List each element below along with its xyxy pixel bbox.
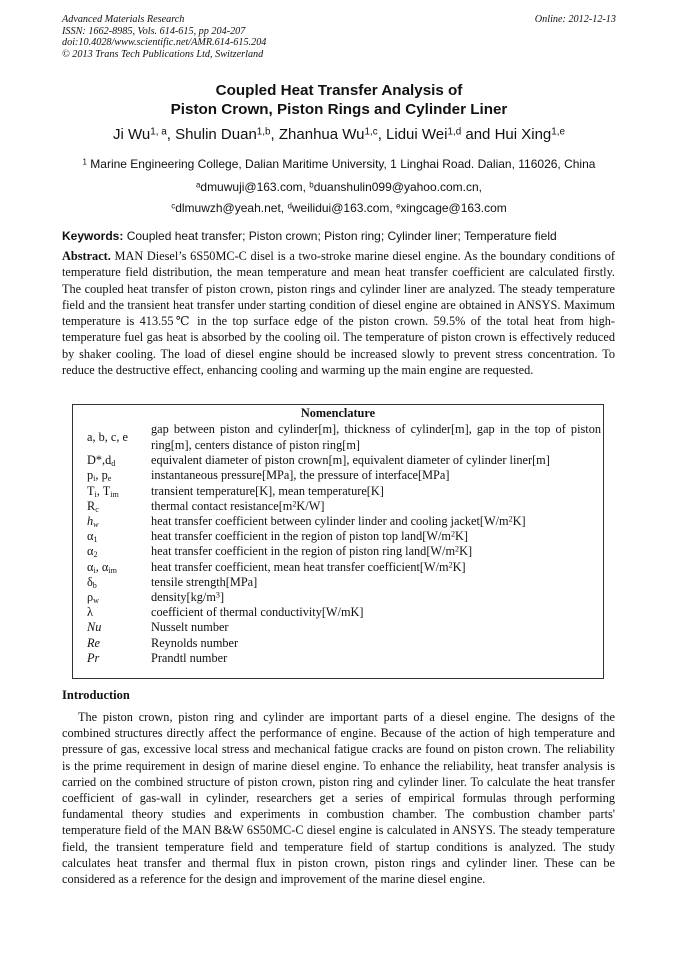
introduction-heading: Introduction: [62, 688, 130, 702]
affiliation: [0, 157, 678, 171]
nomenclature-symbol: $\alpha_1$: [87, 529, 98, 545]
email-address[interactable]: dlmuwzh@yeah.net: [175, 201, 281, 215]
copyright-line: © 2013 Trans Tech Publications Ltd, Switzerland: [62, 48, 264, 60]
nomenclature-symbol: $T_i$, $T_{im}$: [87, 483, 119, 499]
author-affiliation-mark: 1,c: [364, 126, 378, 138]
abstract-text: MAN Diesel’s 6S50MC-C disel is a two-stroke marine diesel engine. As the boundary conditions of temperature field distribution, the mean temperature and mean heat transfer coefficient are calculated firstly. The coupled heat transfer of piston crown, piston rings and cylinder liner are analyzed. The steady temperature field and the transient heat transfer under starting condition of diesel engine are obtained in ANSYS. Maximum temperature is 413.55℃ in the top surface edge of the piston crown. 59.5% of the total heat from high-temperature fuel gas heat is absorbed by the cooling oil. The temperature of piston crown is effectively reduced by shaker cooling. The load of diesel engine should be increased slowly to prevent stress concentration. To reduce the destructive effect, enhancing cooling and warming up the main engine are requested.: [62, 249, 615, 378]
doi-line: doi:10.4028/www.scientific.net/AMR.614-615.204: [62, 37, 267, 48]
nomenclature-symbol: Pr: [87, 650, 100, 665]
email-mark: e: [396, 201, 401, 211]
nomenclature-symbol: $\alpha_i$, $\alpha_{im}$: [87, 559, 117, 575]
email-line-2: $^c$dlmuwzh@yeah.net, $^d$weilidui@163.com, $^e$xingcage@163.com: [171, 201, 507, 215]
title-line-1: Coupled Heat Transfer Analysis of: [215, 82, 463, 99]
nomenclature-row: [73, 468, 603, 483]
author-name: Zhanhua Wu: [278, 126, 365, 143]
nomenclature-row: [73, 422, 603, 453]
email-line-1: $^a$dmuwuji@163.com, $^b$duanshulin099@yahoo.com.cn,: [195, 180, 483, 194]
nomenclature-box: [72, 404, 604, 679]
email-mark: a: [195, 180, 201, 190]
journal-name: Advanced Materials Research: [62, 14, 185, 25]
nomenclature-symbol: λ: [87, 605, 93, 620]
nomenclature-row: [73, 514, 603, 529]
affiliation-text: Marine Engineering College, Dalian Maritime University, 1 Linghai Road. Dalian, 116026, China: [90, 157, 596, 171]
author-affiliation-mark: 1, a: [150, 126, 167, 138]
nomenclature-definition: gap between piston and cylinder[m], thickness of cylinder[m], gap in the top of piston ring[m], centers distance of piston ring[m]: [151, 422, 601, 452]
nomenclature-row: [73, 453, 603, 468]
nomenclature-row: [73, 499, 603, 514]
nomenclature-row: [73, 651, 603, 666]
nomenclature-definition: heat transfer coefficient in the region of piston ring $land[W/m^2K]$: [151, 544, 473, 559]
nomenclature-definition: heat transfer coefficient between cylinder linder and cooling $jacket[W/m^2K]$: [151, 514, 526, 528]
author-name: Hui Xing: [494, 126, 552, 143]
nomenclature-symbol: Re: [87, 635, 100, 650]
nomenclature-definition: Prandtl number: [151, 650, 228, 665]
author-affiliation-mark: 1,b: [256, 126, 271, 138]
email-mark: b: [309, 180, 314, 190]
keywords: [62, 229, 617, 243]
nomenclature-row: [73, 605, 603, 620]
nomenclature-symbol: $p_i$, $p_e$: [87, 468, 112, 484]
nomenclature-definition: equivalent diameter of piston crown[m], equivalent diameter of cylinder liner[m]: [151, 453, 550, 468]
introduction-body: The piston crown, piston ring and cylinder are important parts of a diesel engine. The designs of the combined structures directly affect the performance of engine. Because of the action of high temperature and pressure of gas, excessive local stress and mechanical fatigue cracks are found on piston crown. The reliability is the prime requirement in design of marine diesel engine. To enhance the reliability, heat transfer analysis is carried on the combined structure of piston crown, piston ring and cylinder liner. To calculate the heat transfer coefficient of gas-wall in cylinder, researchers get a series of empirical formulas through performing fundamental theory studies and experiments in combustion chamber. The combustion chamber parts' temperature field of the MAN B&W 6S50MC-C diesel engine is calculated in ANSYS. The steady temperature field, the transient temperature field and temperature field of startup conditions is analyzed. The study calculates heat transfer and thermal flux in piston crown, piston rings and cylinder liner. These can be considered as a reference for the design and improvement of the marine diesel engine.: [62, 710, 615, 887]
nomenclature-definition: heat transfer coefficient in the region of piston top $land[W/m^2K]$: [151, 529, 468, 544]
paper-title: [0, 81, 678, 119]
title-line-2: Piston Crown, Piston Rings and Cylinder Liner: [170, 101, 508, 118]
author-name: Lidui Wei: [386, 126, 448, 143]
online-date: Online: 2012-12-13: [534, 14, 616, 25]
keywords-text: Coupled heat transfer; Piston crown; Piston ring; Cylinder liner; Temperature field: [126, 229, 557, 243]
author-affiliation-mark: 1,d: [447, 126, 462, 138]
nomenclature-row: [73, 620, 603, 635]
nomenclature-symbol: $\rho_w$: [87, 590, 99, 606]
nomenclature-row: [73, 484, 603, 499]
nomenclature-symbol: $h_w$: [87, 514, 99, 530]
nomenclature-definition: Nusselt number: [151, 620, 229, 635]
issn-line: ISSN: 1662-8985, Vols. 614-615, pp 204-207: [62, 25, 246, 37]
nomenclature-symbol: $\alpha_2$: [87, 544, 98, 560]
abstract: [62, 248, 615, 378]
nomenclature-row: [73, 529, 603, 544]
email-address[interactable]: dmuwuji@163.com: [200, 180, 303, 194]
nomenclature-row: [73, 544, 603, 559]
author-name: Shulin Duan: [175, 126, 257, 143]
nomenclature-symbol: $\delta_b$: [87, 574, 97, 590]
affiliation-mark: 1: [82, 157, 87, 167]
nomenclature-row: [73, 590, 603, 605]
nomenclature-definition: Reynolds number: [151, 635, 239, 650]
nomenclature-definition: coefficient of thermal conductivity[W/mK]: [151, 605, 364, 620]
nomenclature-heading: Nomenclature: [300, 406, 376, 420]
nomenclature-definition: $density[kg/m^3]$: [151, 590, 225, 605]
email-mark: d: [287, 201, 292, 211]
nomenclature-symbol: $R_c$: [87, 498, 99, 514]
nomenclature-row: [73, 560, 603, 575]
nomenclature-row: [73, 636, 603, 651]
nomenclature-definition: transient temperature[K], mean temperature[K]: [151, 483, 384, 498]
nomenclature-symbol: a, b, c, e: [87, 429, 128, 444]
email-address[interactable]: xingcage@163.com: [400, 201, 507, 215]
keywords-label: Keywords:: [62, 229, 124, 243]
email-mark: c: [171, 201, 176, 211]
nomenclature-symbol: $D*,d_d$: [87, 453, 116, 469]
nomenclature-definition: heat transfer coefficient, mean heat transfer $coefficient[W/m^2K]$: [151, 559, 466, 574]
journal-header: [62, 14, 616, 60]
nomenclature-symbol: Nu: [87, 620, 102, 635]
nomenclature-row: [73, 575, 603, 590]
author-name: Ji Wu: [113, 126, 151, 143]
email-address[interactable]: weilidui@163.com: [291, 201, 390, 215]
author-affiliation-mark: 1,e: [551, 126, 565, 138]
email-address[interactable]: duanshulin099@yahoo.com.cn: [313, 180, 479, 194]
nomenclature-definition: instantaneous pressure[MPa], the pressure of interface[MPa]: [151, 468, 450, 483]
abstract-label: Abstract.: [62, 249, 111, 263]
nomenclature-definition: thermal contact $resistance[m^2K/W]$: [151, 498, 325, 513]
author-list: Ji Wu$^{1, a}$, Shulin Duan$^{1,b}$, Zhanhua Wu$^{1,c}$, Lidui Wei$^{1,d}$ and Hui Xing$^{1,e}$: [113, 126, 565, 143]
nomenclature-definition: tensile strength[MPa]: [151, 574, 258, 589]
